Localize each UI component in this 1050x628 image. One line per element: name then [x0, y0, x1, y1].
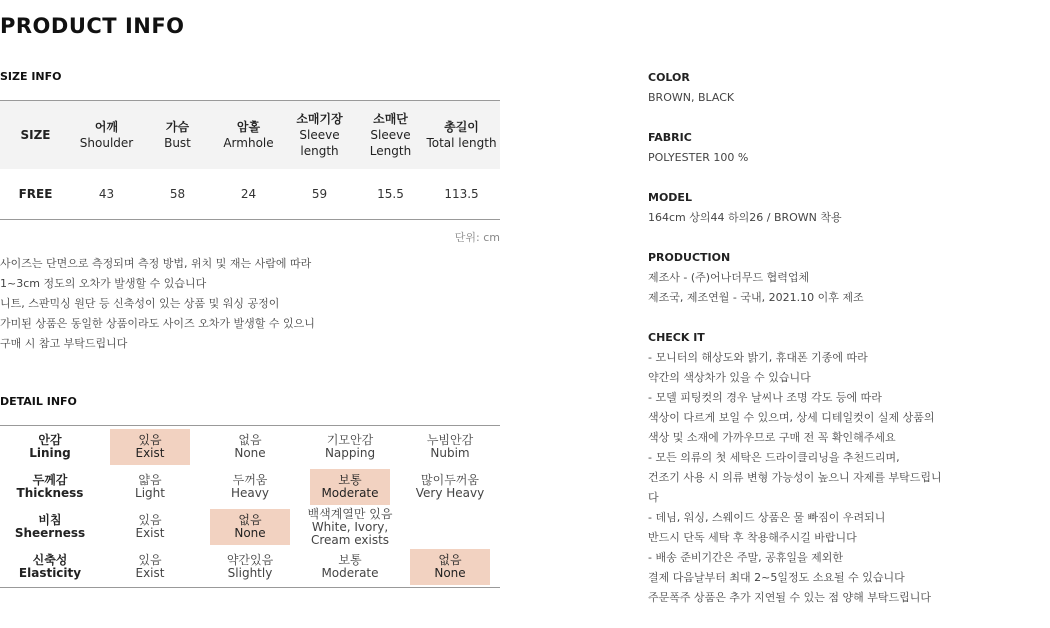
note-line: 가미된 상품은 동일한 상품이라도 사이즈 오차가 발생할 수 있으니	[0, 317, 315, 330]
size-cell: 113.5	[444, 187, 479, 201]
detail-option-text: None	[234, 526, 266, 540]
detail-head-text: Lining	[29, 445, 71, 460]
detail-option-text: 백색계열만 있음	[307, 506, 393, 521]
size-table	[0, 100, 500, 220]
detail-row-head	[0, 469, 100, 505]
detail-option	[300, 549, 400, 585]
detail-option-text: 많이두꺼움	[421, 473, 479, 487]
note-line: 1~3cm 정도의 오차가 발생할 수 있습니다	[0, 277, 207, 290]
detail-option	[200, 549, 300, 585]
production-label: PRODUCTION	[648, 251, 731, 264]
size-info-label: SIZE INFO	[0, 70, 62, 83]
size-cell: 24	[240, 187, 257, 201]
detail-option-text: Exist	[135, 526, 165, 540]
size-cell: 43	[98, 187, 115, 201]
check-line: 반드시 단독 세탁 후 착용해주시길 바랍니다	[648, 531, 857, 544]
detail-option-text: 없음	[438, 553, 462, 567]
detail-option-text: 누빔안감	[426, 432, 474, 447]
check-line: 색상이 다르게 보일 수 있으며, 상세 디테일컷이 실제 상품의	[648, 411, 935, 424]
production-line: 제조국, 제조연월 - 국내, 2021.10 이후 제조	[648, 291, 864, 304]
detail-option-text: 있음	[138, 432, 162, 447]
check-line: 색상 및 소재에 가까우므로 구매 전 꼭 확인해주세요	[648, 431, 896, 444]
col-shoulder: 어깨 Shoulder	[79, 120, 134, 150]
detail-option-text: None	[234, 445, 266, 460]
detail-option	[300, 429, 400, 465]
detail-option-selected	[310, 469, 390, 505]
detail-head-text: 두께감	[32, 473, 68, 487]
detail-option	[400, 469, 500, 505]
detail-head-text: Elasticity	[18, 566, 82, 580]
detail-row	[0, 507, 500, 547]
check-line: - 모니터의 해상도와 밝기, 휴대폰 기종에 따라	[648, 351, 868, 364]
detail-option-text: 기모안감	[326, 432, 374, 447]
detail-option-text: 있음	[138, 553, 162, 567]
detail-option-text: 있음	[138, 513, 162, 527]
detail-head-text: 비침	[38, 513, 62, 527]
page-title: PRODUCT INFO	[0, 14, 185, 38]
detail-head-text: 신축성	[32, 553, 68, 567]
detail-row-head	[0, 549, 100, 585]
color-block	[648, 68, 942, 108]
detail-option	[100, 469, 200, 505]
col-sleeve-hem: 소매단 Sleeve Length	[369, 112, 412, 158]
detail-option-selected	[410, 549, 490, 585]
detail-option-text: 보통	[338, 553, 362, 567]
detail-option-text: Very Heavy	[415, 486, 485, 500]
detail-row-head	[0, 509, 100, 545]
detail-option-text: Moderate	[321, 486, 379, 500]
check-line: 약간의 색상차가 있을 수 있습니다	[648, 371, 811, 384]
color-label: COLOR	[648, 71, 690, 84]
check-line: 결제 다음날부터 최대 2~5일정도 소요될 수 있습니다	[648, 571, 905, 584]
detail-option-text: Slightly	[227, 566, 273, 580]
detail-row	[0, 547, 500, 587]
detail-head-text: Sheerness	[14, 526, 86, 540]
detail-option	[300, 506, 400, 547]
detail-option-text: 약간있음	[226, 553, 274, 567]
size-notes	[0, 254, 315, 354]
model-block	[648, 188, 942, 228]
detail-row-head	[0, 429, 100, 465]
detail-head-text: 안감	[38, 432, 62, 447]
check-line: - 모델 피팅컷의 경우 날씨나 조명 각도 등에 따라	[648, 391, 882, 404]
col-sleeve-length: 소매기장 Sleeve length	[296, 112, 343, 158]
detail-option-text: 없음	[238, 513, 262, 527]
product-specs	[648, 68, 942, 628]
detail-option-text: White, Ivory,	[311, 519, 389, 534]
detail-head-text: Thickness	[16, 486, 84, 500]
detail-option-text: Napping	[324, 445, 376, 460]
check-line: 다	[648, 491, 659, 504]
check-label: CHECK IT	[648, 331, 705, 344]
size-cell: 58	[169, 187, 186, 201]
detail-option	[200, 469, 300, 505]
detail-option-text: Exist	[135, 445, 165, 460]
detail-option	[100, 549, 200, 585]
detail-option-text: Exist	[135, 566, 165, 580]
detail-option-text: Heavy	[231, 486, 269, 500]
fabric-value: POLYESTER 100 %	[648, 151, 749, 164]
detail-row	[0, 426, 500, 467]
detail-option	[100, 509, 200, 545]
detail-option-text: 두꺼움	[232, 473, 268, 487]
model-value: 164cm 상의44 하의26 / BROWN 착용	[648, 211, 842, 224]
col-total-length: 총길이 Total length	[426, 120, 497, 150]
check-line: - 모든 의류의 첫 세탁은 드라이클리닝을 추천드리며,	[648, 451, 900, 464]
detail-option	[400, 429, 500, 465]
detail-option	[400, 509, 500, 545]
note-line: 구매 시 참고 부탁드립니다	[0, 337, 128, 350]
check-line: 주문폭주 상품은 추가 지연될 수 있는 점 양해 부탁드립니다	[648, 591, 931, 604]
detail-option-text: 얇음	[138, 473, 162, 487]
size-cell: FREE	[18, 187, 53, 201]
detail-option-text: Cream exists	[310, 532, 390, 547]
detail-row	[0, 467, 500, 507]
detail-option-text: None	[434, 566, 466, 580]
size-cell: 59	[311, 187, 328, 201]
col-armhole: 암홀 Armhole	[223, 120, 274, 150]
detail-option-text: Moderate	[321, 566, 379, 580]
size-table-header	[0, 100, 500, 169]
detail-option-selected	[210, 509, 290, 545]
check-line: - 배송 준비기간은 주말, 공휴일을 제외한	[648, 551, 843, 564]
check-line: 건조기 사용 시 의류 변형 가능성이 높으니 자제를 부탁드립니	[648, 471, 942, 484]
detail-option-text: 없음	[238, 432, 262, 447]
production-block	[648, 248, 942, 308]
production-line: 제조사 - (주)어나더무드 협력업체	[648, 271, 810, 284]
detail-table	[0, 425, 500, 588]
note-line: 사이즈는 단면으로 측정되며 측정 방법, 위치 및 재는 사람에 따라	[0, 257, 312, 270]
detail-option	[200, 429, 300, 465]
col-size: SIZE	[20, 128, 51, 142]
detail-option-text: Light	[135, 486, 165, 500]
detail-info-label: DETAIL INFO	[0, 395, 77, 408]
unit-label: 단위: cm	[454, 231, 500, 244]
color-value: BROWN, BLACK	[648, 91, 735, 104]
check-line: - 데님, 워싱, 스웨이드 상품은 물 빠짐이 우려되니	[648, 511, 886, 524]
size-cell: 15.5	[377, 187, 404, 201]
table-row	[0, 169, 500, 220]
col-bust: 가슴 Bust	[164, 120, 191, 150]
detail-option-selected	[110, 429, 190, 465]
fabric-label: FABRIC	[648, 131, 692, 144]
detail-option-text: 보통	[338, 473, 362, 487]
model-label: MODEL	[648, 191, 692, 204]
detail-option-text: Nubim	[430, 445, 470, 460]
note-line: 니트, 스판믹싱 원단 등 신축성이 있는 상품 및 워싱 공정이	[0, 297, 280, 310]
fabric-block	[648, 128, 942, 168]
check-block	[648, 328, 942, 608]
